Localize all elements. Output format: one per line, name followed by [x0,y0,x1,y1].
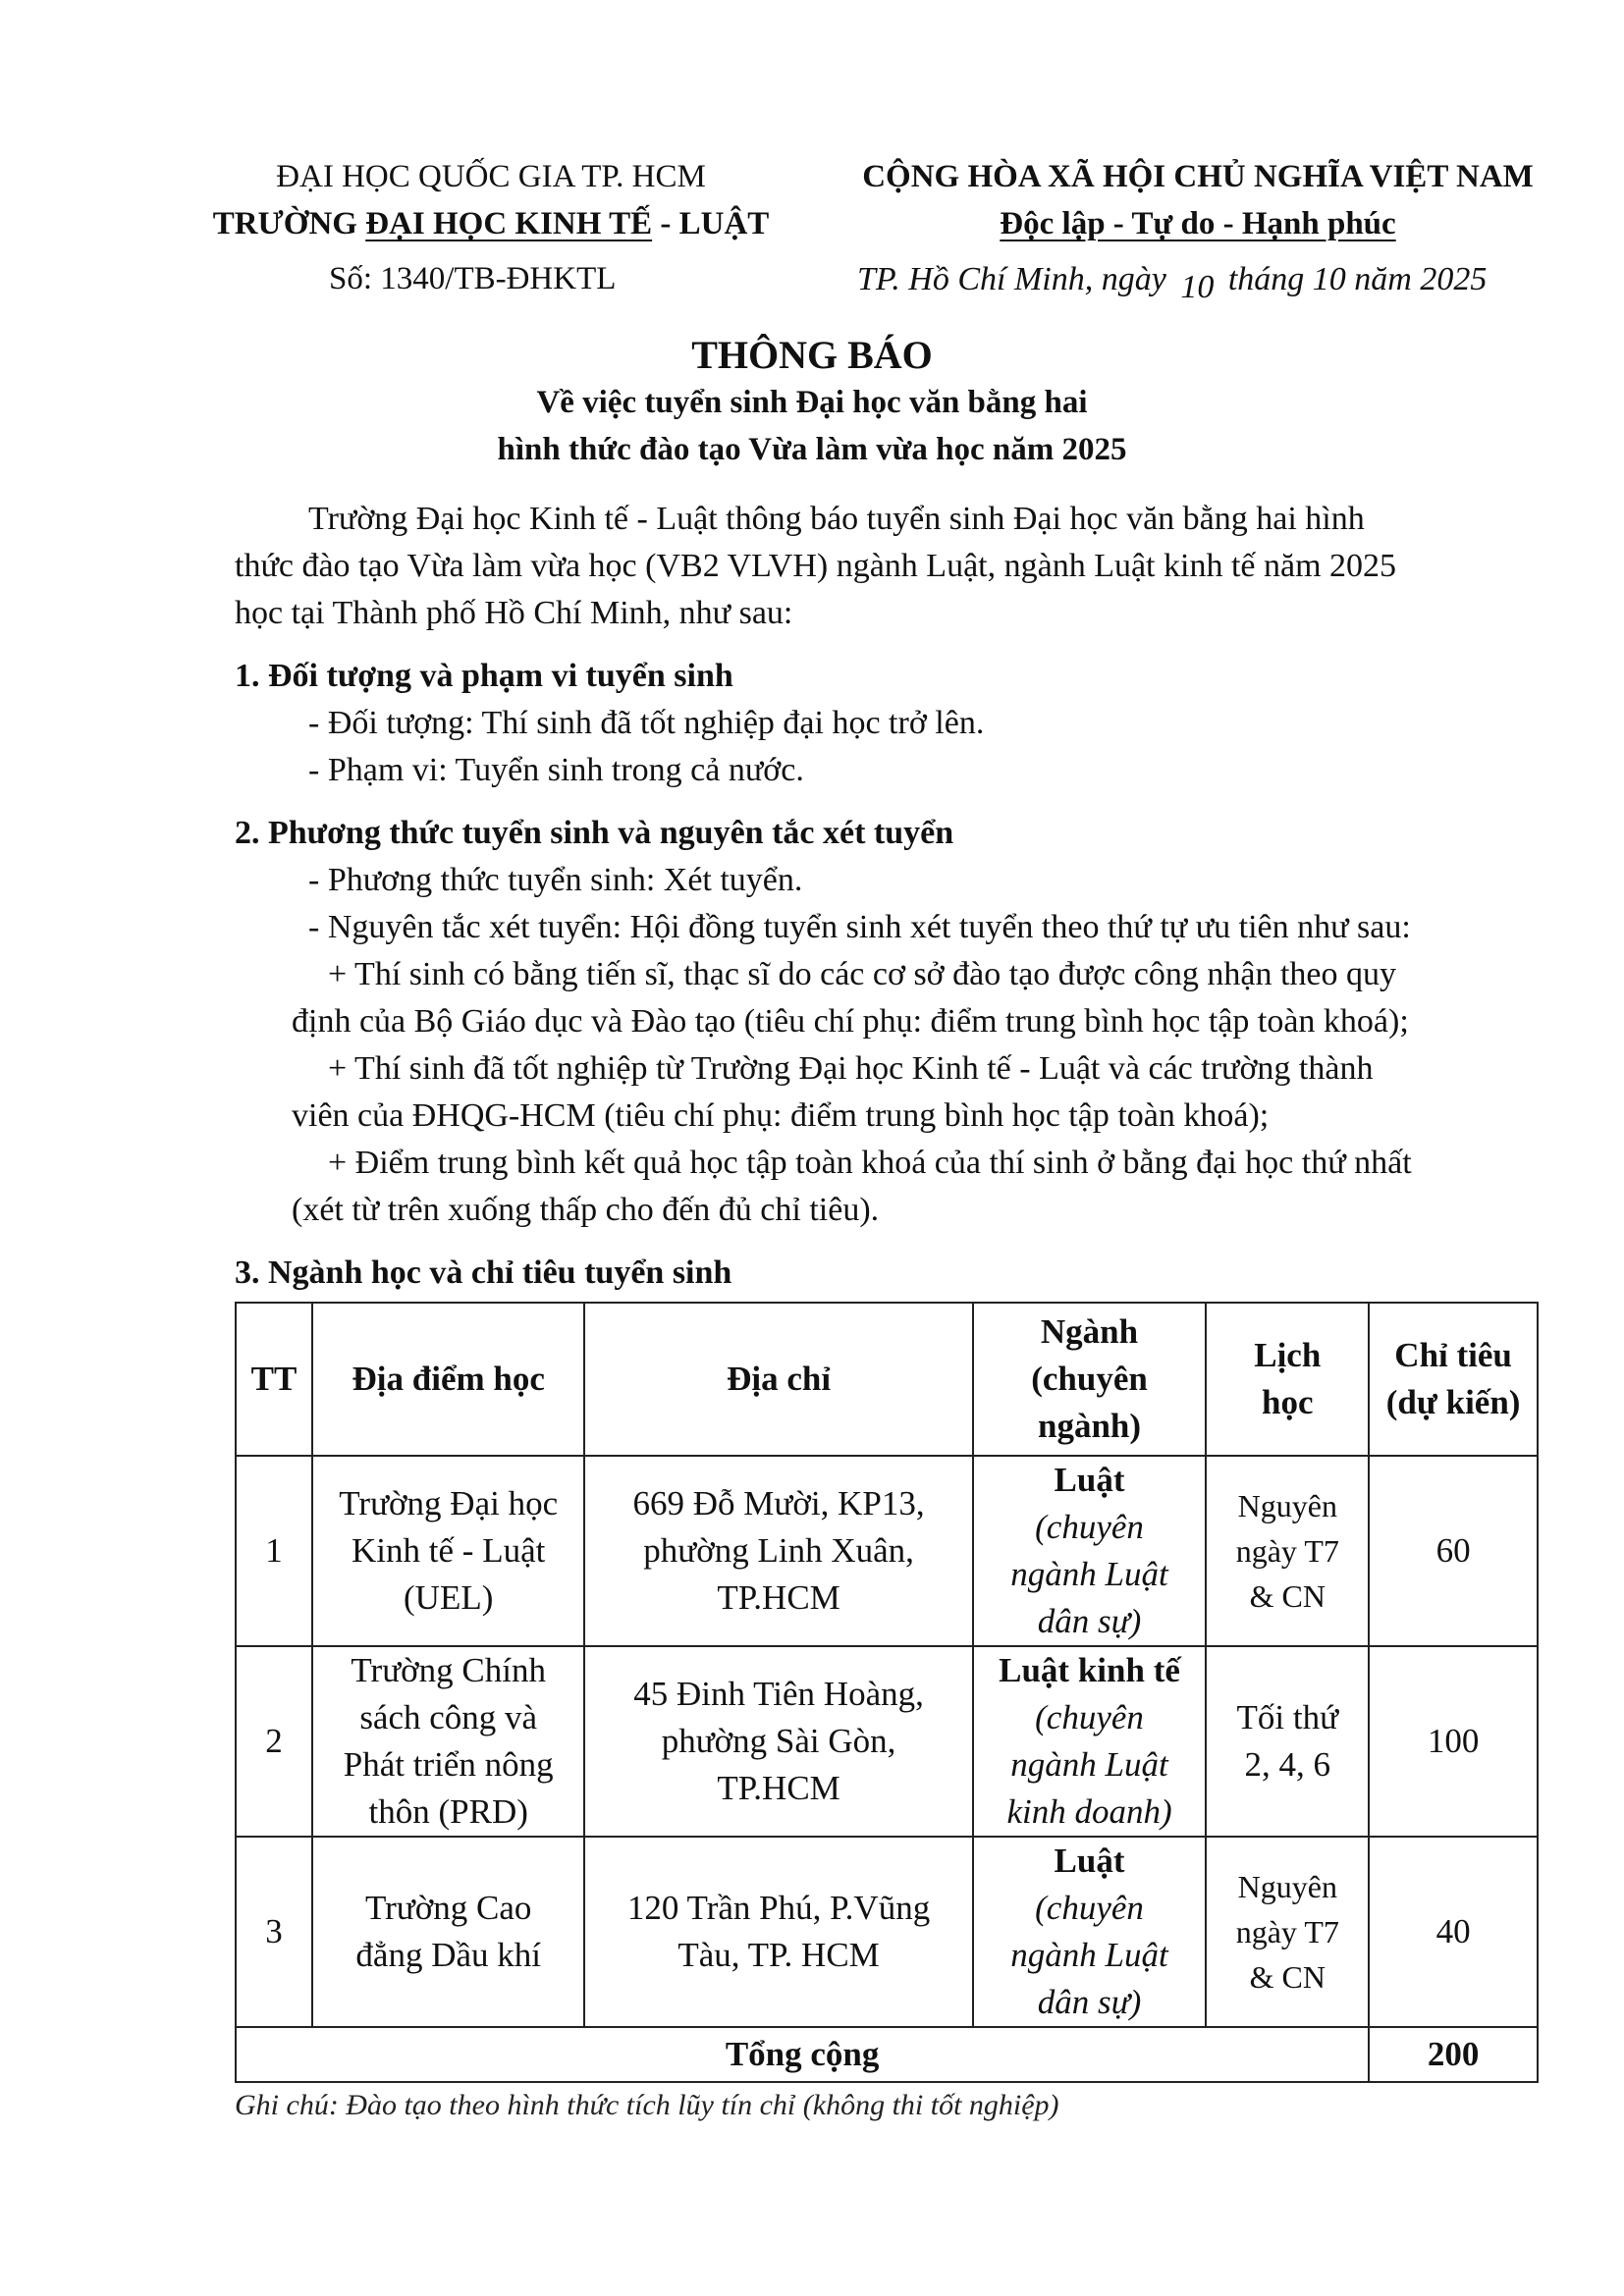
section-2-item: - Phương thức tuyển sinh: Xét tuyển. [308,862,803,898]
section-1-item: - Đối tượng: Thí sinh đã tốt nghiệp đại học trở lên. [308,705,985,741]
cell-address [584,1646,972,1837]
cell-location [312,1456,585,1646]
specialization-line: kinh doanh) [1006,1792,1172,1831]
specialization-line: (chuyên [1035,1889,1144,1927]
issuer-name [187,200,795,247]
section-1-heading: 1. Đối tượng và phạm vi tuyển sinh [235,658,733,694]
criterion-line: + Thí sinh có bằng tiến sĩ, thạc sĩ do các cơ sở đào tạo được công nhận theo quy [328,956,1396,992]
cell-schedule [1206,1837,1369,2027]
specialization-line: (chuyên [1035,1508,1144,1546]
criterion-line: định của Bộ Giáo dục và Đào tạo (tiêu chí phụ: điểm trung bình học tập toàn khoá); [292,1003,1409,1040]
intro-line-2: thức đào tạo Vừa làm vừa học (VB2 VLVH) ngành Luật, ngành Luật kinh tế năm 2025 [235,548,1397,584]
table-total-row [236,2027,1538,2082]
date-prefix: TP. Hồ Chí Minh, ngày [857,261,1166,297]
cell-tt: 1 [236,1456,312,1646]
cell-quota: 100 [1369,1646,1538,1837]
header-quota-line: Chỉ tiêu [1394,1336,1512,1374]
major-name: Luật [1054,1842,1125,1880]
specialization-line: ngành Luật [1010,1936,1168,1974]
address-line: Tàu, TP. HCM [677,1936,880,1974]
criterion-line: + Điểm trung bình kết quả học tập toàn khoá của thí sinh ở bằng đại học thứ nhất [328,1145,1412,1181]
header-schedule [1206,1303,1369,1456]
section-2-item: - Nguyên tắc xét tuyển: Hội đồng tuyển sinh xét tuyển theo thứ tự ưu tiên như sau: [308,909,1411,945]
address-line: phường Sài Gòn, [661,1722,896,1760]
document-number: Số: 1340/TB-ĐHKTL [329,261,617,296]
schedule-line: ngày T7 [1235,1914,1339,1949]
intro-line-1: Trường Đại học Kinh tế - Luật thông báo tuyển sinh Đại học văn bằng hai hình [308,501,1365,537]
cell-address [584,1456,972,1646]
date-day: 10 [1180,269,1215,305]
header-major-line: Ngành [1040,1312,1139,1351]
table-row [236,1837,1538,2027]
table-row [236,1456,1538,1646]
header-major [973,1303,1207,1456]
table-header-row [236,1303,1538,1456]
document-date [857,261,1488,305]
cell-major [973,1837,1207,2027]
location-line: sách công và [359,1698,538,1736]
schedule-line: Nguyên [1237,1869,1337,1904]
location-line: Kinh tế - Luật [352,1531,546,1570]
issuer-name-pre: TRƯỜNG [212,206,366,241]
admissions-table [235,1302,1539,2083]
table-row [236,1646,1538,1837]
cell-address [584,1837,972,2027]
location-line: Trường Cao [364,1889,532,1927]
subject-line-2: hình thức đào tạo Vừa làm vừa học năm 2025 [497,432,1127,467]
cell-quota: 40 [1369,1837,1538,2027]
header-address: Địa chỉ [584,1303,972,1456]
location-line: thôn (PRD) [368,1792,528,1831]
header-schedule-line: học [1262,1383,1314,1421]
location-line: Phát triển nông [343,1745,554,1784]
schedule-line: 2, 4, 6 [1244,1745,1331,1784]
header-major-line: ngành) [1037,1407,1142,1445]
section-3-heading: 3. Ngành học và chỉ tiêu tuyển sinh [235,1255,732,1291]
location-line: Trường Chính [351,1651,546,1689]
subject-line-1: Về việc tuyển sinh Đại học văn bằng hai [536,385,1088,420]
criterion-line: viên của ĐHQG-HCM (tiêu chí phụ: điểm trung bình học tập toàn khoá); [292,1097,1270,1134]
criterion-line: (xét từ trên xuống thấp cho đến đủ chỉ tiêu). [292,1192,880,1228]
cell-major [973,1646,1207,1837]
address-line: 45 Đinh Tiên Hoàng, [633,1675,924,1713]
cell-location [312,1646,585,1837]
address-line: TP.HCM [717,1578,840,1617]
criterion-line: + Thí sinh đã tốt nghiệp từ Trường Đại học Kinh tế - Luật và các trường thành [328,1050,1374,1087]
specialization-line: ngành Luật [1010,1745,1168,1784]
motto: Độc lập - Tự do - Hạnh phúc [1000,206,1396,241]
section-1-item: - Phạm vi: Tuyển sinh trong cả nước. [308,752,804,788]
major-name: Luật [1054,1461,1125,1499]
cell-tt: 3 [236,1837,312,2027]
total-value: 200 [1369,2027,1538,2082]
schedule-line: ngày T7 [1235,1533,1339,1569]
schedule-line: Nguyên [1237,1488,1337,1523]
cell-location [312,1837,585,2027]
address-line: phường Linh Xuân, [643,1531,914,1570]
specialization-line: (chuyên [1035,1698,1144,1736]
specialization-line: dân sự) [1037,1983,1142,2021]
issuer-block [187,153,795,247]
header-location: Địa điểm học [312,1303,585,1456]
address-line: 120 Trần Phú, P.Vũng [626,1889,931,1927]
major-name: Luật kinh tế [999,1651,1180,1689]
issuer-name-post: - LUẬT [652,206,770,241]
schedule-line: Tối thứ [1236,1698,1339,1736]
issuer-name-underlined: ĐẠI HỌC KINH TẾ [365,206,653,241]
document-title: THÔNG BÁO [691,333,933,377]
cell-quota: 60 [1369,1456,1538,1646]
cell-major [973,1456,1207,1646]
country-name: CỘNG HÒA XÃ HỘI CHỦ NGHĨA VIỆT NAM [862,159,1534,194]
total-label: Tổng cộng [236,2027,1369,2082]
location-line: (UEL) [404,1578,494,1617]
header-quota [1369,1303,1538,1456]
header-tt: TT [236,1303,312,1456]
address-line: TP.HCM [717,1769,840,1807]
schedule-line: & CN [1249,1959,1326,1995]
table-note: Ghi chú: Đào tạo theo hình thức tích lũy tín chỉ (không thi tốt nghiệp) [235,2089,1059,2121]
address-line: 669 Đỗ Mười, KP13, [632,1484,925,1522]
location-line: đẳng Dầu khí [355,1936,541,1974]
specialization-line: ngành Luật [1010,1555,1168,1593]
specialization-line: dân sự) [1037,1602,1142,1640]
cell-schedule [1206,1646,1369,1837]
intro-line-3: học tại Thành phố Hồ Chí Minh, như sau: [235,595,793,631]
header-schedule-line: Lịch [1254,1336,1322,1374]
national-motto-block [825,153,1571,247]
date-suffix: tháng 10 năm 2025 [1227,261,1488,297]
cell-schedule [1206,1456,1369,1646]
section-2-heading: 2. Phương thức tuyển sinh và nguyên tắc xét tuyển [235,815,954,851]
schedule-line: & CN [1249,1578,1326,1614]
issuer-parent: ĐẠI HỌC QUỐC GIA TP. HCM [276,159,706,194]
header-quota-line: (dự kiến) [1385,1383,1521,1421]
header-major-line: (chuyên [1031,1360,1148,1398]
location-line: Trường Đại học [339,1484,559,1522]
cell-tt: 2 [236,1646,312,1837]
